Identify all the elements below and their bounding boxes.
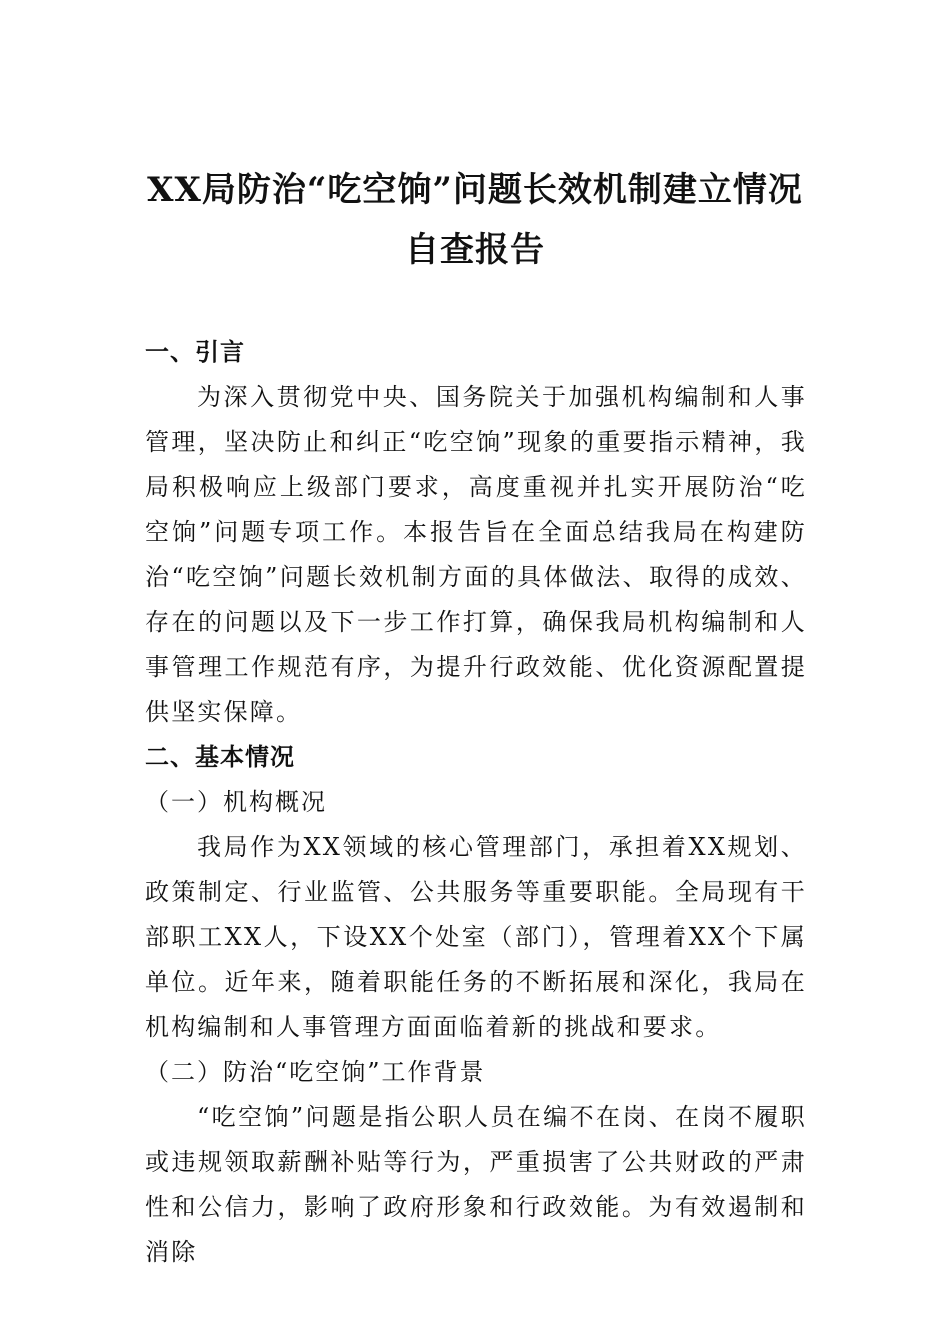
subsection-heading-organization-overview: （一）机构概况 <box>145 788 327 816</box>
section-heading-basic-situation: 二、基本情况 <box>145 743 295 771</box>
paragraph-organization-overview: 我局作为XX领域的核心管理部门，承担着XX规划、政策制定、行业监管、公共服务等重要职能。全局现有干部职工XX人，下设XX个处室（部门），管理着XX个下属单位。近年来，随着职能任务的不断拓展和深化，我局在机构编制和人事管理方面面临着新的挑战和要求。 <box>145 833 807 1041</box>
paragraph-introduction: 为深入贯彻党中央、国务院关于加强机构编制和人事管理，坚决防止和纠正“吃空饷”现象的重要指示精神，我局积极响应上级部门要求，高度重视并扎实开展防治“吃空饷”问题专项工作。本报告旨在全面总结我局在构建防治“吃空饷”问题长效机制方面的具体做法、取得的成效、存在的问题以及下一步工作打算，确保我局机构编制和人事管理工作规范有序，为提升行政效能、优化资源配置提供坚实保障。 <box>145 383 807 726</box>
subsection-heading-work-background: （二）防治“吃空饷”工作背景 <box>145 1058 486 1086</box>
document-body <box>145 330 807 1275</box>
document-title: XX局防治“吃空饷”问题长效机制建立情况自查报告 <box>147 170 803 270</box>
section-heading-introduction: 一、引言 <box>145 338 245 366</box>
paragraph-work-background: “吃空饷”问题是指公职人员在编不在岗、在岗不履职或违规领取薪酬补贴等行为，严重损害了公共财政的严肃性和公信力，影响了政府形象和行政效能。为有效遏制和消除 <box>145 1103 807 1266</box>
